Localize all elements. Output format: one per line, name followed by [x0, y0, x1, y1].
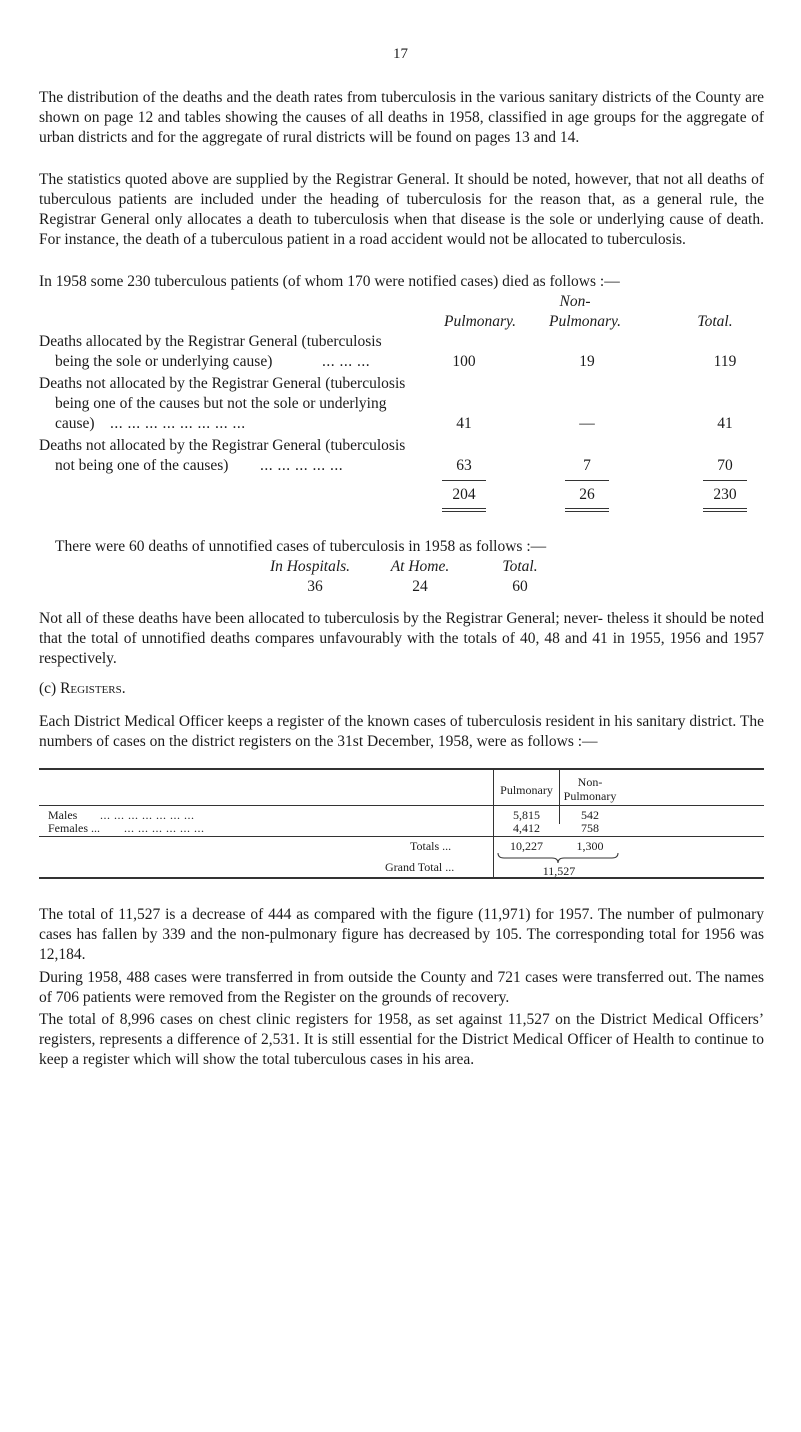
- register-label-males: Males: [48, 808, 78, 822]
- rule-total: [703, 480, 747, 481]
- rule-pulmonary: [442, 480, 486, 481]
- unnotified-header-home: At Home.: [390, 558, 450, 575]
- transfers-paragraph: During 1958, 488 cases were transferred in from outside the County and 721 cases were transferred out. The names of 706 patients were removed from the Register on the grounds of recovery.: [39, 969, 764, 1006]
- row1-pulmonary: 100: [452, 353, 476, 370]
- page-number: 17: [393, 46, 408, 62]
- register-totals-non-pulmonary: 1,300: [576, 839, 604, 853]
- header-non-pulmonary: Pulmonary.: [549, 313, 621, 330]
- register-grand-total: 11,527: [542, 864, 576, 878]
- register-dots-females: ... ... ... ... ... ...: [124, 821, 205, 835]
- row2-dots: ... ... ... ... ... ... ... ...: [110, 415, 246, 432]
- register-header-pulmonary: Pulmonary: [500, 783, 553, 797]
- row3-total: 70: [717, 457, 733, 474]
- register-females-pulmonary: 4,412: [513, 821, 540, 835]
- register-header-non: Non-: [577, 775, 603, 789]
- register-dots-males: ... ... ... ... ... ... ...: [100, 808, 195, 822]
- register-label-grand-total: Grand Total ...: [385, 860, 455, 874]
- register-totals-rule: [39, 836, 764, 837]
- deaths-intro: In 1958 some 230 tuberculous patients (of whom 170 were notified cases) died as follows :—: [39, 273, 620, 290]
- unnotified-home: 24: [412, 578, 428, 595]
- unnotified-header-hospitals: In Hospitals.: [269, 558, 351, 575]
- register-females-non-pulmonary: 758: [581, 821, 599, 835]
- unnotified-total: 60: [512, 578, 528, 595]
- register-label-females: Females ...: [48, 821, 100, 835]
- register-top-rule: [39, 768, 764, 770]
- total-non-pulmonary: 26: [579, 486, 595, 503]
- total-total: 230: [713, 486, 737, 503]
- double-rule-non-pulmonary: [565, 508, 609, 512]
- decrease-paragraph: The total of 11,527 is a decrease of 444 as compared with the figure (11,971) for 1957. The number of pulmonary cases has fallen by 339 and the non-pulmonary figure has decreased by 105. The corresponding total for 1956 was 12,184.: [39, 906, 764, 963]
- clinic-registers-paragraph: The total of 8,996 cases on chest clinic registers for 1958, as set against 11,527 on the District Medical Officers’ registers, represents a difference of 2,531. It is still essential for the District Medical Officer of Health to continue to keep a register which will show the total tuberculous cases in his area.: [39, 1011, 764, 1068]
- header-non: Non-: [559, 293, 591, 310]
- header-pulmonary: Pulmonary.: [444, 313, 516, 330]
- unnotified-hospitals: 36: [307, 578, 323, 595]
- intro-paragraph: The distribution of the deaths and the death rates from tuberculosis in the various sanitary districts of the County are shown on page 12 and tables showing the causes of all deaths in 1958, classified in age groups for the aggregate of urban districts and for the aggregate of rural districts will be found on pages 13 and 14.: [39, 89, 764, 146]
- register-brace: [496, 852, 620, 864]
- header-total: Total.: [697, 313, 733, 330]
- register-males-pulmonary: 5,815: [513, 808, 540, 822]
- row1-label-line1: Deaths allocated by the Registrar General (tuberculosis: [39, 333, 382, 350]
- row3-label-line1: Deaths not allocated by the Registrar General (tuberculosis: [39, 437, 406, 454]
- row1-label-line2: being the sole or underlying cause): [55, 353, 273, 370]
- register-header-rule: [39, 805, 764, 806]
- row2-total: 41: [717, 415, 733, 432]
- total-pulmonary: 204: [452, 486, 476, 503]
- row2-label-line1: Deaths not allocated by the Registrar General (tuberculosis: [39, 375, 406, 392]
- double-rule-total: [703, 508, 747, 512]
- row1-dots: ... ... ...: [322, 353, 371, 370]
- section-heading: [39, 679, 126, 699]
- row2-non-pulmonary: —: [579, 415, 595, 432]
- unnotified-header-total: Total.: [502, 558, 538, 575]
- register-divider-bottom: [493, 853, 494, 877]
- register-header-non-pulmonary: Pulmonary: [563, 789, 617, 803]
- register-label-totals: Totals ...: [410, 839, 452, 853]
- section-prefix: (c): [39, 680, 57, 697]
- row2-label-line3: cause): [55, 415, 95, 432]
- double-rule-pulmonary: [442, 508, 486, 512]
- registers-paragraph: Each District Medical Officer keeps a register of the known cases of tuberculosis resident in his sanitary district. The numbers of cases on the district registers on the 31st December, 1958, were as follows :—: [39, 713, 764, 750]
- registrar-paragraph: The statistics quoted above are supplied by the Registrar General. It should be noted, however, that not all deaths of tuberculous patients are included under the heading of tuberculosis for the reason that, as a general rule, the Registrar General only allocates a death to tuberculosis when that disease is the sole or underlying cause of death. For instance, the death of a tuberculous patient in a road accident would not be allocated to tuberculosis.: [39, 171, 764, 248]
- register-males-non-pulmonary: 542: [581, 808, 599, 822]
- section-title: Registers.: [60, 680, 126, 697]
- unnotified-paragraph: Not all of these deaths have been allocated to tuberculosis by the Registrar General; never- theless it should be noted that the total of unnotified deaths compares unfavourably with the totals of 40, 48 and 41 in 1955, 1956 and 1957 respectively.: [39, 610, 764, 667]
- row3-pulmonary: 63: [456, 457, 472, 474]
- register-totals-pulmonary: 10,227: [510, 839, 543, 853]
- register-bottom-rule: [39, 877, 764, 879]
- unnotified-intro: There were 60 deaths of unnotified cases of tuberculosis in 1958 as follows :—: [55, 538, 547, 555]
- row2-label-line2: being one of the causes but not the sole or underlying: [55, 395, 387, 412]
- row3-dots: ... ... ... ... ...: [260, 457, 344, 474]
- row2-pulmonary: 41: [456, 415, 472, 432]
- rule-non-pulmonary: [565, 480, 609, 481]
- row1-total: 119: [713, 353, 737, 370]
- row1-non-pulmonary: 19: [579, 353, 595, 370]
- row3-non-pulmonary: 7: [583, 457, 591, 474]
- row3-label-line2: not being one of the causes): [55, 457, 229, 474]
